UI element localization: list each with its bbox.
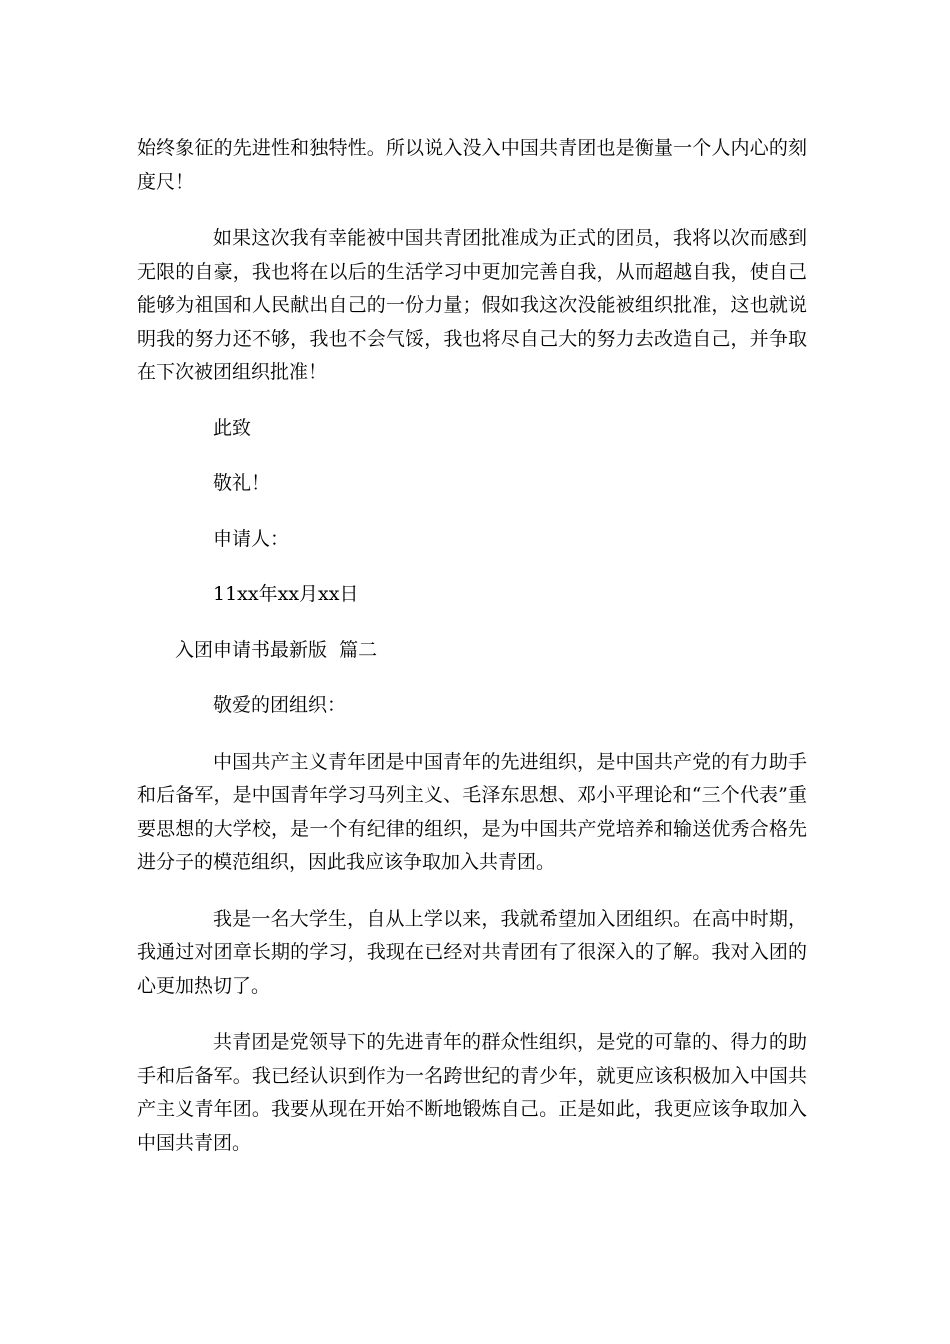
closing-salute: 此致 <box>213 416 252 439</box>
closing-respect: 敬礼！ <box>213 472 271 494</box>
paragraph-intro: 中国共产主义青年团是中国青年的先进组织，是中国共产党的有力助手和后备军，是中国青年学习马列主义、毛泽东思想、邓小平理论和“三个代表”重要思想的大学校，是一个有纪律的组织，是为中国共产党培养和输送优秀合格先进分子的模范组织，因此我应该争取加入共青团。 <box>137 750 807 873</box>
applicant-label: 申请人： <box>213 527 290 550</box>
section-heading: 入团申请书最新版 篇二 <box>175 638 378 661</box>
greeting: 敬爱的团组织： <box>213 694 347 716</box>
date-line: 11xx年xx月xx日 <box>213 583 359 605</box>
paragraph-student: 我是一名大学生，自从上学以来，我就希望加入团组织。在高中时期，我通过对团章长期的学习，我现在已经对共青团有了很深入的了解。我对入团的心更加热切了。 <box>137 907 807 997</box>
paragraph-continuation: 始终象征的先进性和独特性。所以说入没入中国共青团也是衡量一个人内心的刻度尺！ <box>137 137 807 193</box>
paragraph-commitment: 如果这次我有幸能被中国共青团批准成为正式的团员，我将以次而感到无限的自豪，我也将在以后的生活学习中更加完善自我，从而超越自我，使自己能够为祖国和人民献出自己的一份力量；假如我这次没能被组织批准，这也就说明我的努力还不够，我也不会气馁，我也将尽自己大的努力去改造自己，并争取在下次被团组织批准！ <box>137 227 807 383</box>
paragraph-league: 共青团是党领导下的先进青年的群众性组织，是党的可靠的、得力的助手和后备军。我已经认识到作为一名跨世纪的青少年，就更应该积极加入中国共产主义青年团。我要从现在开始不断地锻炼自己。正是如此，我更应该争取加入中国共青团。 <box>137 1031 807 1154</box>
document-page <box>137 132 807 1160</box>
